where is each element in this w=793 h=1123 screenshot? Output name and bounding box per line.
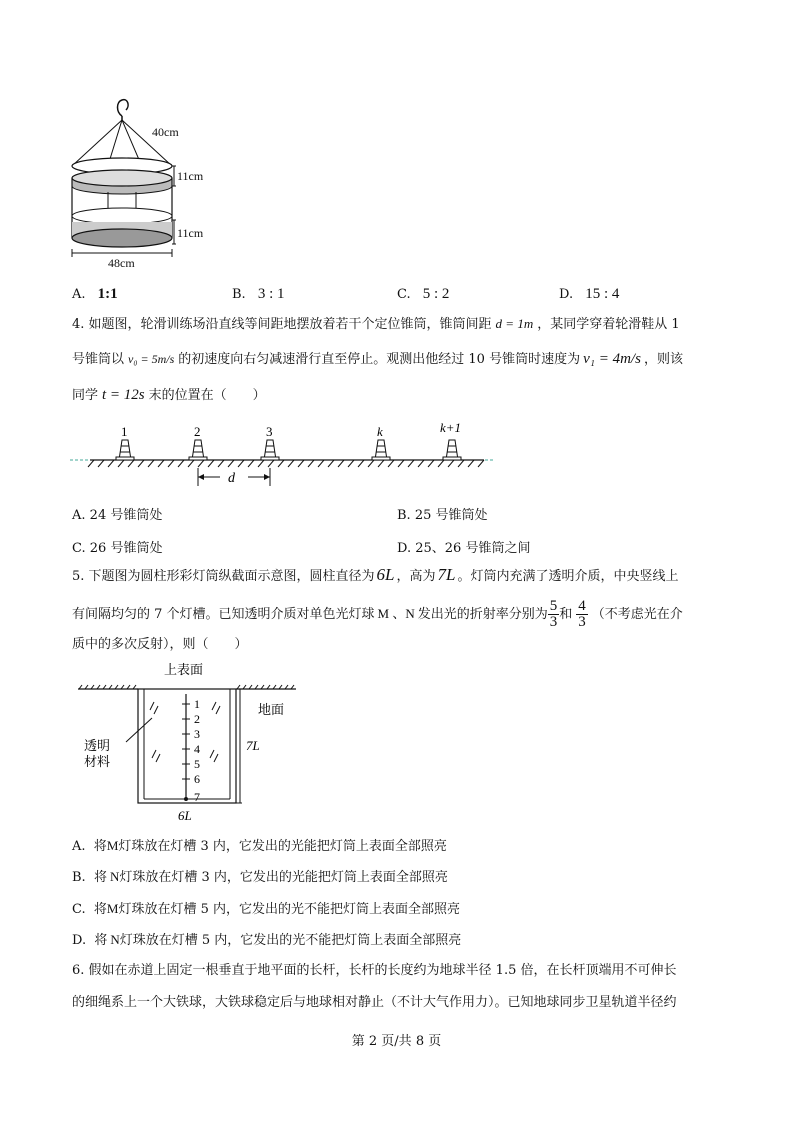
text: ，高为	[396, 569, 436, 584]
q4-option-c	[72, 537, 162, 556]
slot-5: 5	[194, 757, 200, 771]
text: 的细绳系上一个大铁球，大铁球稳定后与地球相对静止（不计大气作用力）。已知地球同步卫星轨道半径约	[72, 995, 677, 1010]
label-7L: 7L	[246, 738, 260, 753]
label-material-2: 材料	[84, 754, 111, 769]
text: 末的位置在（ ）	[148, 388, 266, 403]
option-text: 25、26 号锥筒之间	[415, 541, 531, 556]
option-text: 将	[94, 933, 108, 948]
cone-label-k1: k+1	[440, 420, 462, 435]
cone-label-k: k	[377, 424, 383, 439]
text: 5. 下题图为圆柱形彩灯筒纵截面示意图，圆柱直径为	[72, 569, 375, 584]
option-symbol: M	[106, 838, 119, 853]
option-value: 5 : 2	[422, 286, 450, 302]
text: 质中的多次反射），则（ ）	[72, 637, 248, 652]
q5-option-b	[72, 867, 448, 888]
q3-basket-figure	[64, 96, 224, 276]
q6-stem-line-2	[72, 993, 677, 1013]
option-text: 将	[93, 902, 107, 917]
option-symbol: N	[109, 869, 120, 884]
option-text: 灯珠放在灯槽 5 内，它发出的光不能把灯筒上表面全部照亮	[119, 933, 462, 948]
option-letter: A.	[72, 839, 86, 854]
fraction-4-3	[576, 599, 588, 630]
q4-option-a	[72, 504, 162, 523]
q3-option-a	[72, 286, 118, 303]
option-text: 灯珠放在灯槽 5 内，它发出的光不能把灯筒上表面全部照亮	[118, 902, 461, 917]
option-text: 灯珠放在灯槽 3 内，它发出的光能把灯筒上表面全部照亮	[118, 839, 447, 854]
option-text: 灯珠放在灯槽 3 内，它发出的光能把灯筒上表面全部照亮	[119, 870, 448, 885]
q5-stem-line-2	[72, 599, 683, 630]
option-letter: B.	[232, 287, 246, 302]
option-value: 15 : 4	[585, 286, 620, 302]
text: 和	[559, 607, 573, 622]
q5-option-c	[72, 899, 460, 920]
text: （不考虑光在介	[591, 607, 683, 622]
slot-4: 4	[194, 742, 200, 756]
q5-option-a	[72, 836, 447, 857]
text: 有间隔均匀的 7 个灯槽。已知透明介质对单色光灯球	[72, 607, 375, 622]
label-40cm: 40cm	[152, 125, 179, 139]
q4-stem-line-1	[72, 314, 680, 335]
slot-6: 6	[194, 772, 200, 786]
cone-label-1: 1	[121, 424, 128, 439]
label-11cm-top: 11cm	[177, 169, 204, 183]
option-value: 1:1	[97, 286, 118, 302]
q5-lamp-figure	[70, 658, 310, 826]
frac-num: 5	[549, 598, 558, 614]
frac-den: 3	[549, 614, 558, 630]
math-mn: M 、N	[377, 606, 415, 621]
label-top-surface: 上表面	[164, 662, 204, 677]
label-11cm-bottom: 11cm	[177, 226, 204, 240]
option-letter: D.	[397, 541, 412, 556]
option-text: 24 号锥筒处	[89, 508, 163, 523]
option-symbol: M	[106, 901, 119, 916]
text: 4. 如题图，轮滑训练场沿直线等间距地摆放着若干个定位锥筒，锥筒间距	[72, 317, 492, 332]
cone-label-2: 2	[194, 424, 201, 439]
text: 。灯筒内充满了透明介质，中央竖线上	[457, 569, 679, 584]
text: ，某同学穿着轮滑鞋从 1	[537, 317, 680, 332]
math-7L: 7L	[437, 565, 456, 584]
option-letter: C.	[397, 287, 411, 302]
page-footer: 第 2 页/共 8 页	[351, 1034, 442, 1049]
slot-2: 2	[194, 712, 200, 726]
math-v1: v₁ = 4m/s	[583, 351, 641, 367]
frac-num: 4	[578, 598, 586, 614]
math-v0: v₀ = 5m/s	[128, 352, 175, 366]
math-t: t = 12s	[102, 387, 145, 403]
label-48cm: 48cm	[108, 256, 135, 270]
option-symbol: N	[110, 932, 120, 947]
slot-3: 3	[194, 727, 200, 741]
q3-option-c	[397, 286, 449, 303]
option-text: 将	[93, 870, 107, 885]
option-text: 将	[93, 839, 107, 854]
option-value: 3 : 1	[257, 286, 285, 302]
text: ，则该	[643, 352, 683, 367]
math-6L: 6L	[376, 565, 395, 584]
cone-spacing-d: d	[228, 471, 235, 486]
q4-option-b	[397, 504, 488, 523]
q4-option-d	[397, 537, 530, 556]
option-letter: C.	[72, 902, 86, 917]
text: 6. 假如在赤道上固定一根垂直于地平面的长杆，长杆的长度约为地球半径 1.5 倍，在长杆顶端用不可伸长	[72, 963, 677, 978]
fraction-5-3	[548, 599, 560, 630]
q6-stem-line-1	[72, 961, 676, 981]
option-letter: C.	[72, 541, 86, 556]
q3-option-d	[559, 286, 619, 303]
frac-den: 3	[578, 614, 586, 630]
q3-option-b	[232, 286, 285, 303]
q5-option-d	[72, 930, 461, 951]
text: 发出光的折射率分别为	[417, 607, 548, 622]
text: 同学	[72, 388, 99, 403]
option-letter: D.	[559, 287, 574, 302]
q4-stem-line-3	[72, 385, 266, 406]
label-6L: 6L	[178, 808, 192, 823]
q5-stem-line-1	[72, 565, 679, 587]
cone-label-3: 3	[266, 424, 273, 439]
q4-cones-figure	[70, 420, 500, 495]
option-letter: B.	[72, 870, 86, 885]
option-letter: A.	[72, 508, 86, 523]
text: 号锥筒以	[72, 352, 125, 367]
q4-stem-line-2	[72, 349, 683, 370]
option-letter: B.	[397, 508, 411, 523]
option-letter: A.	[72, 287, 86, 302]
slot-7: 7	[194, 790, 200, 804]
text: 的初速度向右匀减速滑行直至停止。观测出他经过 10 号锥筒时速度为	[178, 352, 581, 367]
math-d: d = 1m	[495, 316, 534, 331]
label-ground: 地面	[258, 702, 285, 717]
label-material-1: 透明	[84, 738, 111, 753]
slot-1: 1	[194, 697, 200, 711]
option-letter: D.	[72, 933, 87, 948]
option-text: 26 号锥筒处	[89, 541, 163, 556]
q5-stem-line-3	[72, 635, 248, 655]
option-text: 25 号锥筒处	[414, 508, 488, 523]
